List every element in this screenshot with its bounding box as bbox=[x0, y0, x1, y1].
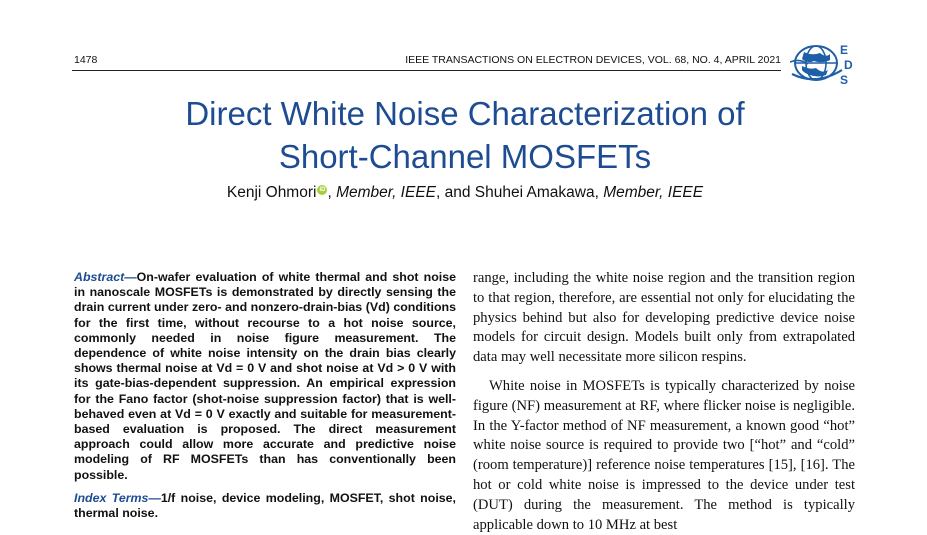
author-name-1: Kenji Ohmori bbox=[226, 184, 317, 201]
eds-globe-logo-icon bbox=[790, 40, 860, 86]
header-rule bbox=[72, 70, 781, 71]
logo-letter-d: D bbox=[844, 58, 853, 72]
logo-letter-e: E bbox=[840, 43, 849, 57]
index-terms-paragraph bbox=[74, 491, 456, 521]
index-terms-text: 1/f noise, device modeling, MOSFET, shot noise, thermal noise. bbox=[74, 490, 456, 521]
page-number: 1478 bbox=[74, 54, 98, 66]
running-header bbox=[64, 54, 781, 68]
orcid-icon[interactable]: iD bbox=[319, 187, 326, 193]
index-terms-dash: — bbox=[148, 490, 161, 505]
abstract-column bbox=[74, 270, 456, 521]
title-line-2: Short-Channel MOSFETs bbox=[278, 138, 652, 175]
abstract-label: Abstract bbox=[74, 270, 125, 284]
index-terms-label: Index Terms bbox=[74, 490, 149, 505]
abstract-dash: — bbox=[124, 270, 137, 284]
body-column bbox=[473, 269, 855, 535]
author-separator-2: , and Shuhei Amakawa, bbox=[436, 184, 604, 201]
author-role-2: Member, IEEE bbox=[603, 184, 704, 201]
author-separator-1: , bbox=[327, 184, 337, 201]
logo-letter-s: S bbox=[840, 73, 849, 86]
body-paragraph-2: White noise in MOSFETs is typically characterized by noise figure (NF) measurement at RF, where flicker noise is negligible. In the Y-factor method of NF measurement, a known good “hot” white noise source is required to provide two [“hot” and “cold” (room temperature)] reference noise temperatures [15], [16]. The hot or cold white noise is impressed to the device under test (DUT) during the measurement. The method is typically applicable down to 10 MHz at best bbox=[473, 377, 855, 533]
author-role-1: Member, IEEE bbox=[336, 184, 437, 201]
title-line-1: Direct White Noise Characterization of bbox=[185, 95, 745, 132]
author-line bbox=[90, 184, 840, 202]
body-paragraph-1: range, including the white noise region and the transition region to that region, therefore, are essential not only for elucidating the physics behind but also for developing predictive device noise models for circuit design. Models built only from extrapolated data may well necessitate more silicon respins. bbox=[473, 270, 855, 366]
journal-citation: IEEE TRANSACTIONS ON ELECTRON DEVICES, VOL. 68, NO. 4, APRIL 2021 bbox=[405, 54, 781, 66]
paper-title bbox=[90, 92, 840, 178]
abstract-text: On-wafer evaluation of white thermal and shot noise in nanoscale MOSFETs is demonstrated by directly sensing the drain current under zero- and nonzero-drain-bias (Vd) conditions for the first time, without recourse to a hot noise source, commonly needed in noise figure measurement. The dependence of white noise intensity on the drain bias clearly shows thermal noise at Vd = 0 V and shot noise at Vd > 0 V with its gate-bias-dependent suppression. An empirical expression for the Fano factor (shot-noise suppression factor) that is well-behaved even at Vd = 0 V exactly and suitable for measurement-based evaluation is proposed. The direct measurement approach could allow more accurate and predictive noise modeling of RF MOSFETs than has conventionally been possible. bbox=[74, 270, 456, 482]
abstract-paragraph bbox=[74, 270, 456, 483]
